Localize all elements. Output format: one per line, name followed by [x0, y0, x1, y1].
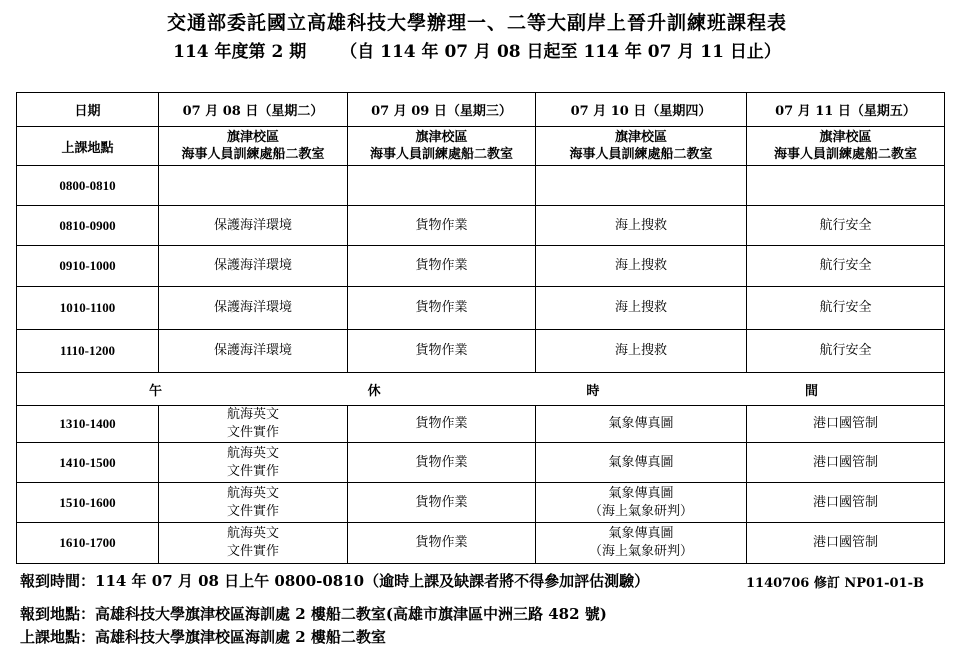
lunch-break-cell — [17, 373, 945, 406]
course-cell — [348, 166, 536, 206]
course-cell — [159, 443, 348, 483]
course-name: 航行安全 — [819, 217, 872, 233]
campus-name: 旗津校區 — [415, 130, 468, 145]
course-note: 文件實作 — [226, 544, 279, 559]
course-cell — [348, 287, 536, 330]
course-cell — [348, 206, 536, 246]
course-cell — [159, 287, 348, 330]
time-slot: 0910-1000 — [17, 246, 159, 287]
revision-code: 1140706 修訂 NP01-01-B — [746, 576, 924, 591]
course-cell — [159, 246, 348, 287]
course-name: 海上搜救 — [614, 258, 667, 273]
course-name: 海上搜救 — [614, 343, 667, 358]
course-cell — [747, 406, 945, 443]
time-slot-row — [17, 246, 945, 287]
course-name: 保護海洋環境 — [213, 343, 292, 358]
course-name: 貨物作業 — [415, 343, 468, 358]
day-location — [747, 127, 945, 166]
course-cell — [536, 406, 747, 443]
course-name: 海上搜救 — [614, 217, 667, 233]
time-slot-row — [17, 287, 945, 330]
course-name: 航行安全 — [819, 343, 872, 358]
document-title: 交通部委託國立高雄科技大學辦理一、二等大副岸上晉升訓練班課程表 — [166, 12, 787, 34]
course-name: 航海英文 — [226, 526, 279, 541]
day-location — [159, 127, 348, 166]
course-name: 貨物作業 — [415, 416, 468, 431]
time-slot: 1510-1600 — [17, 483, 159, 523]
lunch-break-char: 時 — [586, 383, 600, 399]
classroom-name: 海事人員訓練處船二教室 — [369, 147, 513, 162]
course-cell — [747, 246, 945, 287]
course-cell — [747, 483, 945, 523]
day-header: 07 月 11 日（星期五） — [747, 93, 945, 127]
course-cell — [747, 166, 945, 206]
report-time: 報到時間：114 年 07 月 08 日上午 0800-0810（逾時上課及缺課者將不得參加評估測驗） — [20, 572, 650, 590]
course-cell — [348, 483, 536, 523]
course-cell — [536, 443, 747, 483]
course-cell — [159, 523, 348, 564]
course-cell — [159, 483, 348, 523]
course-cell — [747, 523, 945, 564]
course-cell — [348, 330, 536, 373]
course-cell — [348, 523, 536, 564]
day-header: 07 月 09 日（星期三） — [348, 93, 536, 127]
classroom-name: 海事人員訓練處船二教室 — [181, 147, 325, 162]
course-name: 航行安全 — [819, 258, 872, 273]
campus-name: 旗津校區 — [819, 130, 872, 145]
header-date-row — [17, 93, 945, 127]
course-note: 文件實作 — [226, 425, 279, 440]
course-name: 氣象傳真圖 — [608, 416, 674, 431]
time-slot: 1010-1100 — [17, 287, 159, 330]
course-note: 文件實作 — [226, 463, 279, 479]
course-name: 氣象傳真圖 — [608, 526, 674, 541]
classroom-name: 海事人員訓練處船二教室 — [569, 147, 713, 162]
class-location: 上課地點：高雄科技大學旗津校區海訓處 2 樓船二教室 — [20, 628, 386, 646]
campus-name: 旗津校區 — [614, 130, 667, 145]
course-cell — [536, 206, 747, 246]
date-range: （自 114 年 07 月 08 日起至 114 年 07 月 11 日止） — [340, 42, 781, 62]
course-name: 海上搜救 — [614, 300, 667, 315]
course-note: （海上氣象研判） — [588, 503, 693, 519]
course-cell — [747, 330, 945, 373]
term-label: 114 年度第 2 期 — [173, 42, 307, 62]
course-cell — [747, 443, 945, 483]
time-slot-row — [17, 483, 945, 523]
time-slot-row — [17, 406, 945, 443]
time-slot: 1310-1400 — [17, 406, 159, 443]
course-name: 貨物作業 — [415, 258, 468, 273]
course-name: 航海英文 — [226, 407, 279, 422]
time-slot: 1110-1200 — [17, 330, 159, 373]
course-name: 貨物作業 — [415, 454, 468, 470]
day-location — [348, 127, 536, 166]
course-name: 貨物作業 — [415, 300, 468, 315]
location-label: 上課地點 — [17, 127, 159, 166]
course-name: 貨物作業 — [415, 535, 468, 550]
course-cell — [159, 206, 348, 246]
course-cell — [747, 206, 945, 246]
day-location — [536, 127, 747, 166]
course-name: 保護海洋環境 — [213, 300, 292, 315]
lunch-break-char: 間 — [804, 383, 818, 399]
course-cell — [536, 523, 747, 564]
course-name: 保護海洋環境 — [213, 258, 292, 273]
course-cell — [536, 330, 747, 373]
course-cell — [159, 330, 348, 373]
course-name: 港口國管制 — [812, 416, 878, 431]
document-subtitle — [0, 37, 954, 62]
lunch-break-char: 午 — [149, 383, 163, 399]
course-note: （海上氣象研判） — [588, 544, 693, 559]
course-name: 港口國管制 — [812, 494, 878, 510]
course-name: 貨物作業 — [415, 494, 468, 510]
course-cell — [536, 246, 747, 287]
time-slot: 1610-1700 — [17, 523, 159, 564]
course-cell — [159, 166, 348, 206]
course-cell — [348, 443, 536, 483]
lunch-break-char: 休 — [367, 383, 381, 399]
day-header: 07 月 10 日（星期四） — [536, 93, 747, 127]
course-name: 航海英文 — [226, 485, 279, 501]
time-slot-row — [17, 206, 945, 246]
classroom-name: 海事人員訓練處船二教室 — [773, 147, 917, 162]
course-name: 航海英文 — [226, 445, 279, 461]
header-location-row — [17, 127, 945, 166]
course-note: 文件實作 — [226, 503, 279, 519]
course-name: 氣象傳真圖 — [608, 485, 674, 501]
time-slot: 1410-1500 — [17, 443, 159, 483]
course-cell — [747, 287, 945, 330]
date-label: 日期 — [17, 93, 159, 127]
time-slot-row — [17, 523, 945, 564]
course-name: 保護海洋環境 — [213, 217, 292, 233]
course-name: 貨物作業 — [415, 217, 468, 233]
day-header: 07 月 08 日（星期二） — [159, 93, 348, 127]
time-slot-row — [17, 330, 945, 373]
time-slot-row — [17, 166, 945, 206]
report-location: 報到地點：高雄科技大學旗津校區海訓處 2 樓船二教室(高雄市旗津區中洲三路 482 號) — [20, 605, 607, 623]
course-name: 航行安全 — [819, 300, 872, 315]
course-cell — [348, 406, 536, 443]
course-cell — [536, 287, 747, 330]
course-cell — [536, 166, 747, 206]
course-name: 港口國管制 — [812, 454, 878, 470]
course-cell — [536, 483, 747, 523]
course-name: 港口國管制 — [812, 535, 878, 550]
time-slot: 0810-0900 — [17, 206, 159, 246]
schedule-table — [16, 92, 945, 564]
course-cell — [159, 406, 348, 443]
lunch-break-row — [17, 373, 945, 406]
course-cell — [348, 246, 536, 287]
course-name: 氣象傳真圖 — [608, 454, 674, 470]
time-slot-row — [17, 443, 945, 483]
time-slot: 0800-0810 — [17, 166, 159, 206]
campus-name: 旗津校區 — [226, 130, 279, 145]
